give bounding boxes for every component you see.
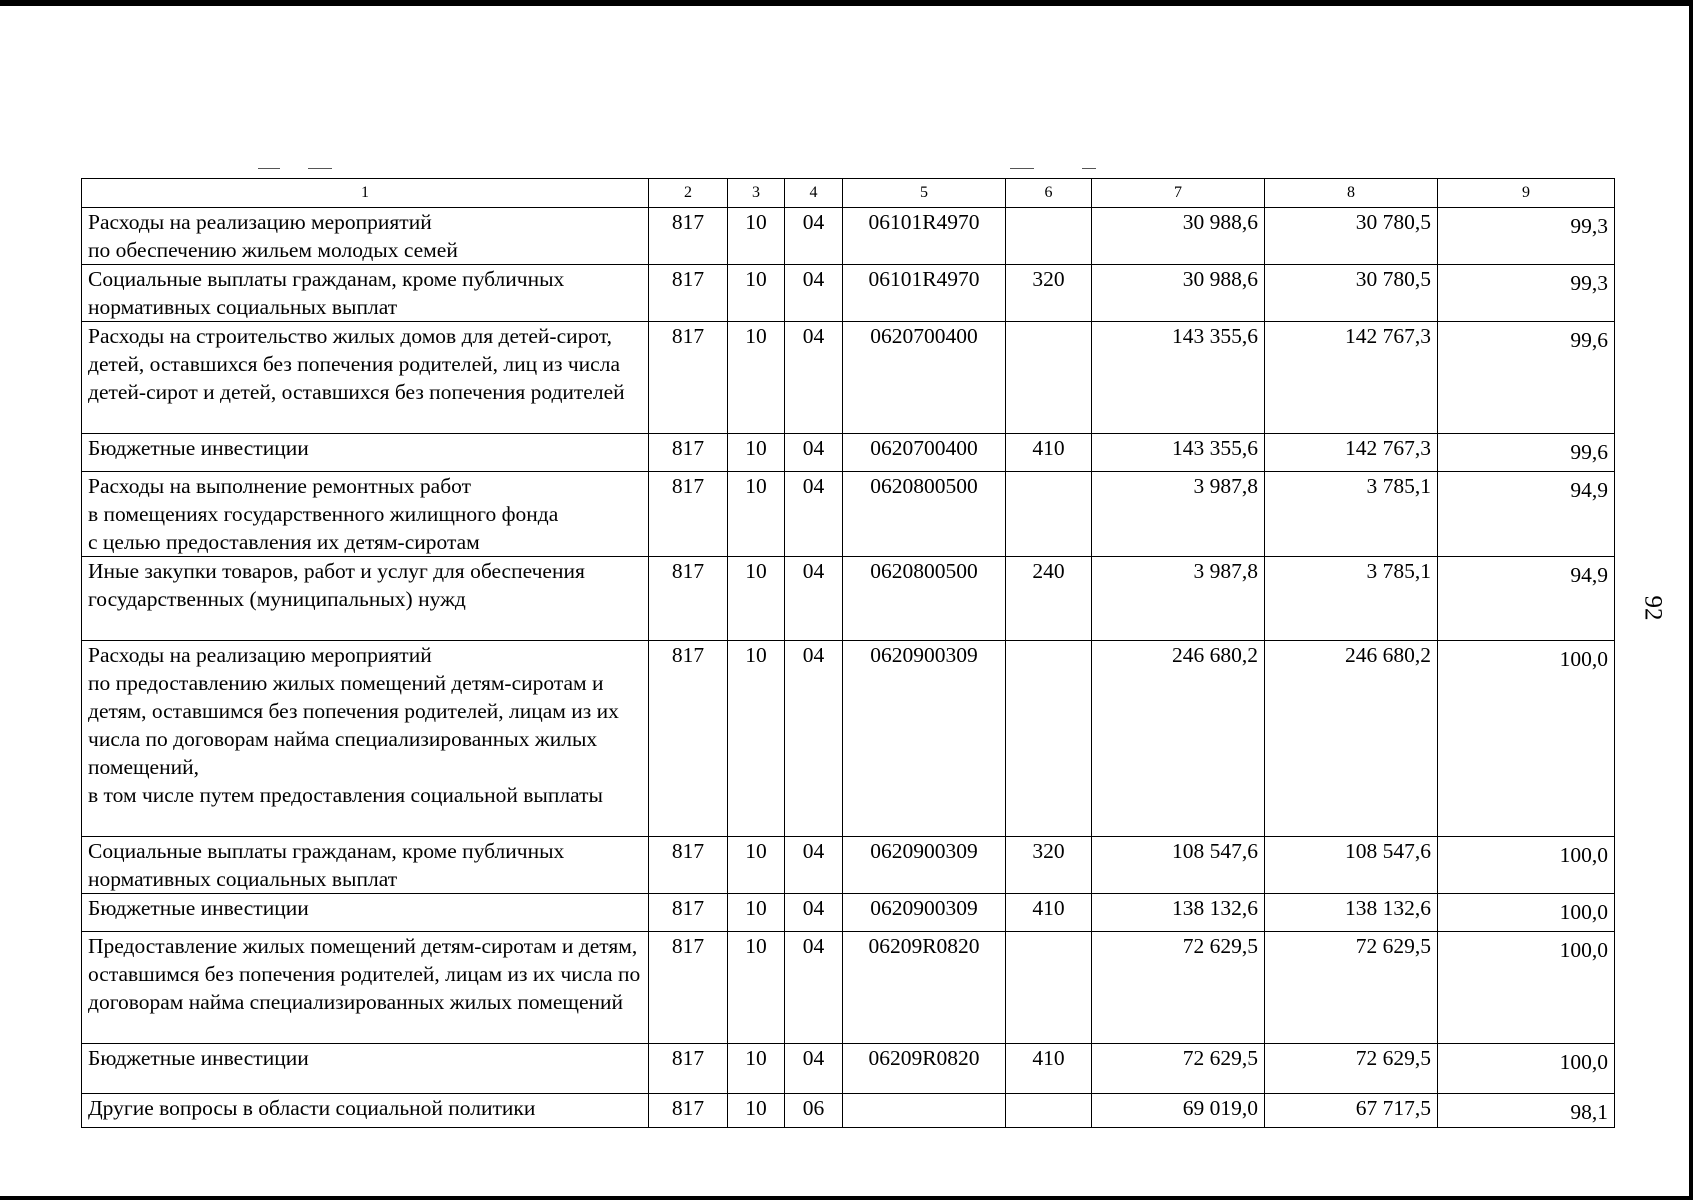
row-planned-cell: 3 987,8 xyxy=(1092,557,1265,641)
header-cell: 7 xyxy=(1092,179,1265,208)
table-body xyxy=(82,179,1615,1128)
row-executed-cell: 142 767,3 xyxy=(1265,434,1438,472)
percent-value: 100,0 xyxy=(1559,647,1608,671)
row-code-cell: 817 xyxy=(649,932,728,1044)
row-expense-type-cell: 320 xyxy=(1006,265,1092,322)
header-cell: 5 xyxy=(843,179,1006,208)
row-code-cell: 817 xyxy=(649,1044,728,1094)
row-executed-cell: 138 132,6 xyxy=(1265,894,1438,932)
percent-value: 94,9 xyxy=(1570,563,1608,587)
row-section-cell: 10 xyxy=(728,641,785,837)
row-planned-cell: 69 019,0 xyxy=(1092,1094,1265,1128)
percent-value: 99,3 xyxy=(1570,271,1608,295)
percent-value: 94,9 xyxy=(1570,478,1608,502)
row-target-article-cell: 06209R0820 xyxy=(843,1044,1006,1094)
row-subsection-cell: 04 xyxy=(785,208,843,265)
row-percent-cell xyxy=(1438,472,1615,557)
row-section-cell: 10 xyxy=(728,837,785,894)
table-row xyxy=(82,932,1615,1044)
row-section-cell: 10 xyxy=(728,1094,785,1128)
row-executed-cell: 72 629,5 xyxy=(1265,932,1438,1044)
row-name-cell: Бюджетные инвестиции xyxy=(82,894,649,932)
table-row xyxy=(82,837,1615,894)
row-code-cell: 817 xyxy=(649,837,728,894)
percent-value: 99,6 xyxy=(1570,328,1608,352)
row-section-cell: 10 xyxy=(728,894,785,932)
header-cell: 3 xyxy=(728,179,785,208)
row-planned-cell: 108 547,6 xyxy=(1092,837,1265,894)
row-executed-cell: 67 717,5 xyxy=(1265,1094,1438,1128)
scan-border-bottom xyxy=(0,1196,1693,1200)
row-code-cell: 817 xyxy=(649,322,728,434)
row-executed-cell: 3 785,1 xyxy=(1265,557,1438,641)
table-row xyxy=(82,208,1615,265)
row-name-cell: Бюджетные инвестиции xyxy=(82,1044,649,1094)
row-target-article-cell: 0620700400 xyxy=(843,322,1006,434)
row-code-cell: 817 xyxy=(649,557,728,641)
row-expense-type-cell: 410 xyxy=(1006,1044,1092,1094)
row-target-article-cell xyxy=(843,1094,1006,1128)
row-expense-type-cell xyxy=(1006,1094,1092,1128)
row-subsection-cell: 04 xyxy=(785,434,843,472)
table-row xyxy=(82,434,1615,472)
row-executed-cell: 30 780,5 xyxy=(1265,265,1438,322)
row-expense-type-cell xyxy=(1006,641,1092,837)
scan-border-right xyxy=(1689,0,1693,1200)
row-executed-cell: 3 785,1 xyxy=(1265,472,1438,557)
percent-value: 99,6 xyxy=(1570,440,1608,464)
scan-mark xyxy=(258,168,280,169)
table-row xyxy=(82,894,1615,932)
row-executed-cell: 142 767,3 xyxy=(1265,322,1438,434)
row-target-article-cell: 06209R0820 xyxy=(843,932,1006,1044)
row-percent-cell xyxy=(1438,208,1615,265)
row-section-cell: 10 xyxy=(728,1044,785,1094)
row-planned-cell: 3 987,8 xyxy=(1092,472,1265,557)
row-subsection-cell: 04 xyxy=(785,265,843,322)
page-number: 92 xyxy=(1639,595,1667,621)
row-name-cell: Расходы на реализацию мероприятий по предоставлению жилых помещений детям-сиротам и детям, оставшимся без попечения родителей, лицам из их числа по договорам найма специализированных жилых помещений, в том числе путем предоставления социальной выплаты xyxy=(82,641,649,837)
row-target-article-cell: 0620700400 xyxy=(843,434,1006,472)
row-executed-cell: 246 680,2 xyxy=(1265,641,1438,837)
row-expense-type-cell: 320 xyxy=(1006,837,1092,894)
row-code-cell: 817 xyxy=(649,641,728,837)
row-expense-type-cell: 410 xyxy=(1006,894,1092,932)
table-row xyxy=(82,322,1615,434)
scan-mark xyxy=(308,168,332,169)
row-code-cell: 817 xyxy=(649,434,728,472)
row-planned-cell: 72 629,5 xyxy=(1092,932,1265,1044)
row-code-cell: 817 xyxy=(649,472,728,557)
row-name-cell: Предоставление жилых помещений детям-сиротам и детям, оставшимся без попечения родителей, лицам из их числа по договорам найма специализированных жилых помещений xyxy=(82,932,649,1044)
row-target-article-cell: 0620800500 xyxy=(843,557,1006,641)
header-cell: 8 xyxy=(1265,179,1438,208)
row-planned-cell: 72 629,5 xyxy=(1092,1044,1265,1094)
percent-value: 99,3 xyxy=(1570,214,1608,238)
row-target-article-cell: 0620900309 xyxy=(843,894,1006,932)
row-executed-cell: 72 629,5 xyxy=(1265,1044,1438,1094)
row-expense-type-cell xyxy=(1006,932,1092,1044)
budget-table xyxy=(81,178,1615,1128)
row-section-cell: 10 xyxy=(728,208,785,265)
header-cell: 9 xyxy=(1438,179,1615,208)
row-percent-cell xyxy=(1438,894,1615,932)
row-executed-cell: 30 780,5 xyxy=(1265,208,1438,265)
row-planned-cell: 30 988,6 xyxy=(1092,265,1265,322)
row-expense-type-cell xyxy=(1006,472,1092,557)
percent-value: 100,0 xyxy=(1559,900,1608,924)
percent-value: 98,1 xyxy=(1570,1100,1608,1124)
row-expense-type-cell: 410 xyxy=(1006,434,1092,472)
row-target-article-cell: 0620900309 xyxy=(843,641,1006,837)
row-executed-cell: 108 547,6 xyxy=(1265,837,1438,894)
row-planned-cell: 30 988,6 xyxy=(1092,208,1265,265)
row-name-cell: Бюджетные инвестиции xyxy=(82,434,649,472)
scan-border-top xyxy=(0,0,1693,6)
row-subsection-cell: 04 xyxy=(785,837,843,894)
row-name-cell: Другие вопросы в области социальной политики xyxy=(82,1094,649,1128)
row-expense-type-cell xyxy=(1006,322,1092,434)
header-cell: 2 xyxy=(649,179,728,208)
row-expense-type-cell xyxy=(1006,208,1092,265)
row-planned-cell: 138 132,6 xyxy=(1092,894,1265,932)
row-section-cell: 10 xyxy=(728,472,785,557)
row-subsection-cell: 04 xyxy=(785,322,843,434)
row-planned-cell: 143 355,6 xyxy=(1092,434,1265,472)
row-subsection-cell: 04 xyxy=(785,641,843,837)
row-subsection-cell: 04 xyxy=(785,557,843,641)
row-percent-cell xyxy=(1438,322,1615,434)
row-subsection-cell: 04 xyxy=(785,894,843,932)
percent-value: 100,0 xyxy=(1559,1050,1608,1074)
row-name-cell: Социальные выплаты гражданам, кроме публичных нормативных социальных выплат xyxy=(82,837,649,894)
row-section-cell: 10 xyxy=(728,434,785,472)
scan-mark xyxy=(1082,168,1096,169)
header-cell: 4 xyxy=(785,179,843,208)
row-percent-cell xyxy=(1438,265,1615,322)
row-code-cell: 817 xyxy=(649,265,728,322)
row-expense-type-cell: 240 xyxy=(1006,557,1092,641)
row-percent-cell xyxy=(1438,837,1615,894)
table-row xyxy=(82,265,1615,322)
row-name-cell: Расходы на реализацию мероприятий по обеспечению жильем молодых семей xyxy=(82,208,649,265)
header-cell: 1 xyxy=(82,179,649,208)
row-name-cell: Расходы на строительство жилых домов для детей-сирот, детей, оставшихся без попечения родителей, лиц из числа детей-сирот и детей, оставшихся без попечения родителей xyxy=(82,322,649,434)
row-percent-cell xyxy=(1438,932,1615,1044)
row-percent-cell xyxy=(1438,641,1615,837)
row-percent-cell xyxy=(1438,557,1615,641)
table-row xyxy=(82,641,1615,837)
row-name-cell: Социальные выплаты гражданам, кроме публичных нормативных социальных выплат xyxy=(82,265,649,322)
percent-value: 100,0 xyxy=(1559,843,1608,867)
row-code-cell: 817 xyxy=(649,894,728,932)
header-row xyxy=(82,179,1615,208)
scan-mark xyxy=(1010,168,1034,169)
row-subsection-cell: 06 xyxy=(785,1094,843,1128)
row-section-cell: 10 xyxy=(728,557,785,641)
table-row xyxy=(82,1094,1615,1128)
percent-value: 100,0 xyxy=(1559,938,1608,962)
row-code-cell: 817 xyxy=(649,208,728,265)
row-percent-cell xyxy=(1438,434,1615,472)
table-row xyxy=(82,557,1615,641)
row-section-cell: 10 xyxy=(728,932,785,1044)
row-subsection-cell: 04 xyxy=(785,932,843,1044)
row-percent-cell xyxy=(1438,1044,1615,1094)
row-subsection-cell: 04 xyxy=(785,472,843,557)
header-cell: 6 xyxy=(1006,179,1092,208)
row-target-article-cell: 06101R4970 xyxy=(843,208,1006,265)
table-row xyxy=(82,472,1615,557)
row-name-cell: Иные закупки товаров, работ и услуг для обеспечения государственных (муниципальных) нужд xyxy=(82,557,649,641)
row-code-cell: 817 xyxy=(649,1094,728,1128)
row-percent-cell xyxy=(1438,1094,1615,1128)
row-planned-cell: 143 355,6 xyxy=(1092,322,1265,434)
row-name-cell: Расходы на выполнение ремонтных работ в помещениях государственного жилищного фонда с целью предоставления их детям-сиротам xyxy=(82,472,649,557)
row-planned-cell: 246 680,2 xyxy=(1092,641,1265,837)
row-section-cell: 10 xyxy=(728,322,785,434)
row-subsection-cell: 04 xyxy=(785,1044,843,1094)
row-target-article-cell: 0620800500 xyxy=(843,472,1006,557)
row-target-article-cell: 06101R4970 xyxy=(843,265,1006,322)
row-target-article-cell: 0620900309 xyxy=(843,837,1006,894)
table-row xyxy=(82,1044,1615,1094)
row-section-cell: 10 xyxy=(728,265,785,322)
